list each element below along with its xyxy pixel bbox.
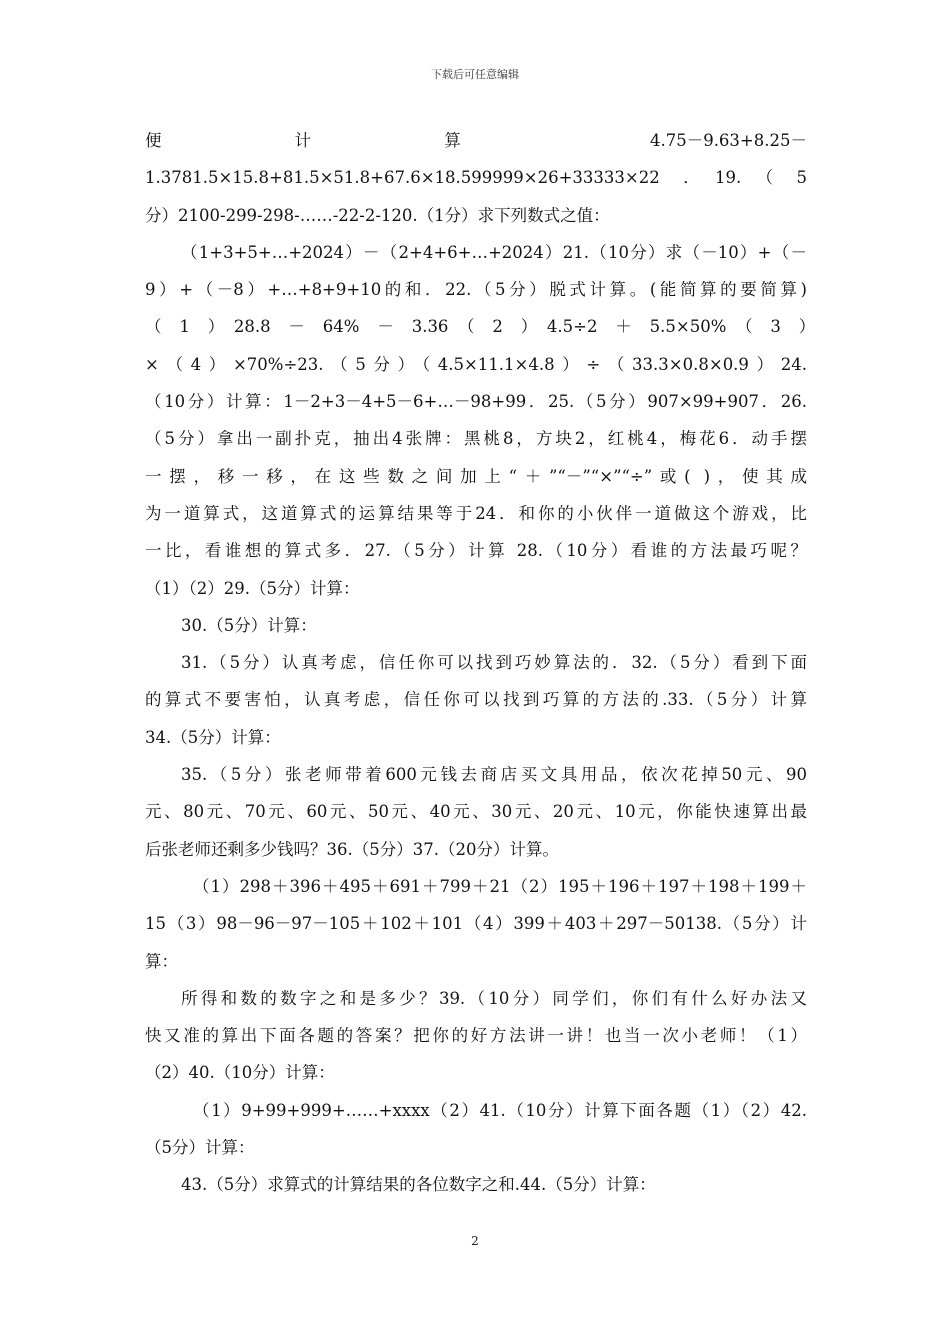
text-line: （1+3+5+…+2024）－（2+4+6+…+2024）21.（10分）求（－10）+（－ [181,242,807,262]
text-line: 快又准的算出下面各题的答案？把你的好方法讲一讲！也当一次小老师！（1） [145,1026,807,1046]
text-line: 的算式不要害怕，认真考虑，信任你可以找到巧算的方法的.33.（5分）计算 [145,690,807,710]
text-line: 35.（5分）张老师带着600元钱去商店买文具用品，依次花掉50元、90 [181,765,807,785]
text-line: 便 计 算 4.75－9.63+8.25－ [145,131,807,150]
text-line: 分）2100-299-298-……-22-2-120.（1分）求下列数式之值： [145,205,610,225]
text-line: 一摆，移一移，在这些数之间加上“＋”“－”“×”“÷”或( )，使其成 [145,466,807,486]
text-line: 31.（5分）认真考虑，信任你可以找到巧妙算法的．32.（5分）看到下面 [181,653,807,673]
text-line: （1）（2）29.（5分）计算： [145,578,360,598]
text-line: 9）+（－8）+…+8+9+10的和．22.（5分）脱式计算。(能简算的要简算) [145,280,807,300]
text-line: 1.3781.5×15.8+81.5×51.8+67.6×18.599999×26+33333×22 ． 19. （ 5 [145,168,807,188]
page-number: 2 [471,1234,479,1248]
text-line: 15（3）98－96－97－105＋102＋101（4）399＋403＋297－50138.（5分）计 [145,914,807,934]
text-line: （1）9+99+999+……+xxxx（2）41.（10分）计算下面各题（1）（2）42. [193,1100,807,1120]
text-line: 算： [145,951,178,971]
text-line: （ 1 ） 28.8 － 64% － 3.36 （ 2 ） 4.5÷2 ＋ 5.5×50% （ 3 ） [145,317,807,337]
document-body [145,122,807,1204]
text-line: 元、80元、70元、60元、50元、40元、30元、20元、10元，你能快速算出最 [145,802,807,822]
text-line: （5分）计算： [145,1138,255,1158]
page-header: 下载后可任意编辑 [431,68,519,81]
text-line: 一比，看谁想的算式多．27.（5分）计算 28.（10分）看谁的方法最巧呢？ [145,541,807,561]
text-line: 所得和数的数字之和是多少？39.（10分）同学们，你们有什么好办法又 [181,988,807,1008]
text-line: 43.（5分）求算式的计算结果的各位数字之和.44.（5分）计算： [181,1175,656,1195]
text-line: 后张老师还剩多少钱吗？36.（5分）37.（20分）计算。 [145,839,559,859]
text-line: （1）298＋396＋495＋691＋799＋21（2）195＋196＋197＋198＋199＋ [193,876,807,896]
text-line: 30.（5分）计算： [181,615,317,635]
text-line: （10分）计算：1－2+3－4+5－6+…－98+99．25.（5分）907×99+907．26. [145,392,807,412]
text-line: （2）40.（10分）计算： [145,1063,335,1083]
text-line: 为一道算式，这道算式的运算结果等于24．和你的小伙伴一道做这个游戏，比 [145,503,807,523]
text-line: （5分）拿出一副扑克，抽出4张牌：黑桃8，方块2，红桃4，梅花6．动手摆 [145,429,807,449]
text-line: 34.（5分）计算： [145,727,281,747]
text-line: ×（4）×70%÷23.（5分）（4.5×11.1×4.8）÷（33.3×0.8×0.9）24. [145,354,807,374]
